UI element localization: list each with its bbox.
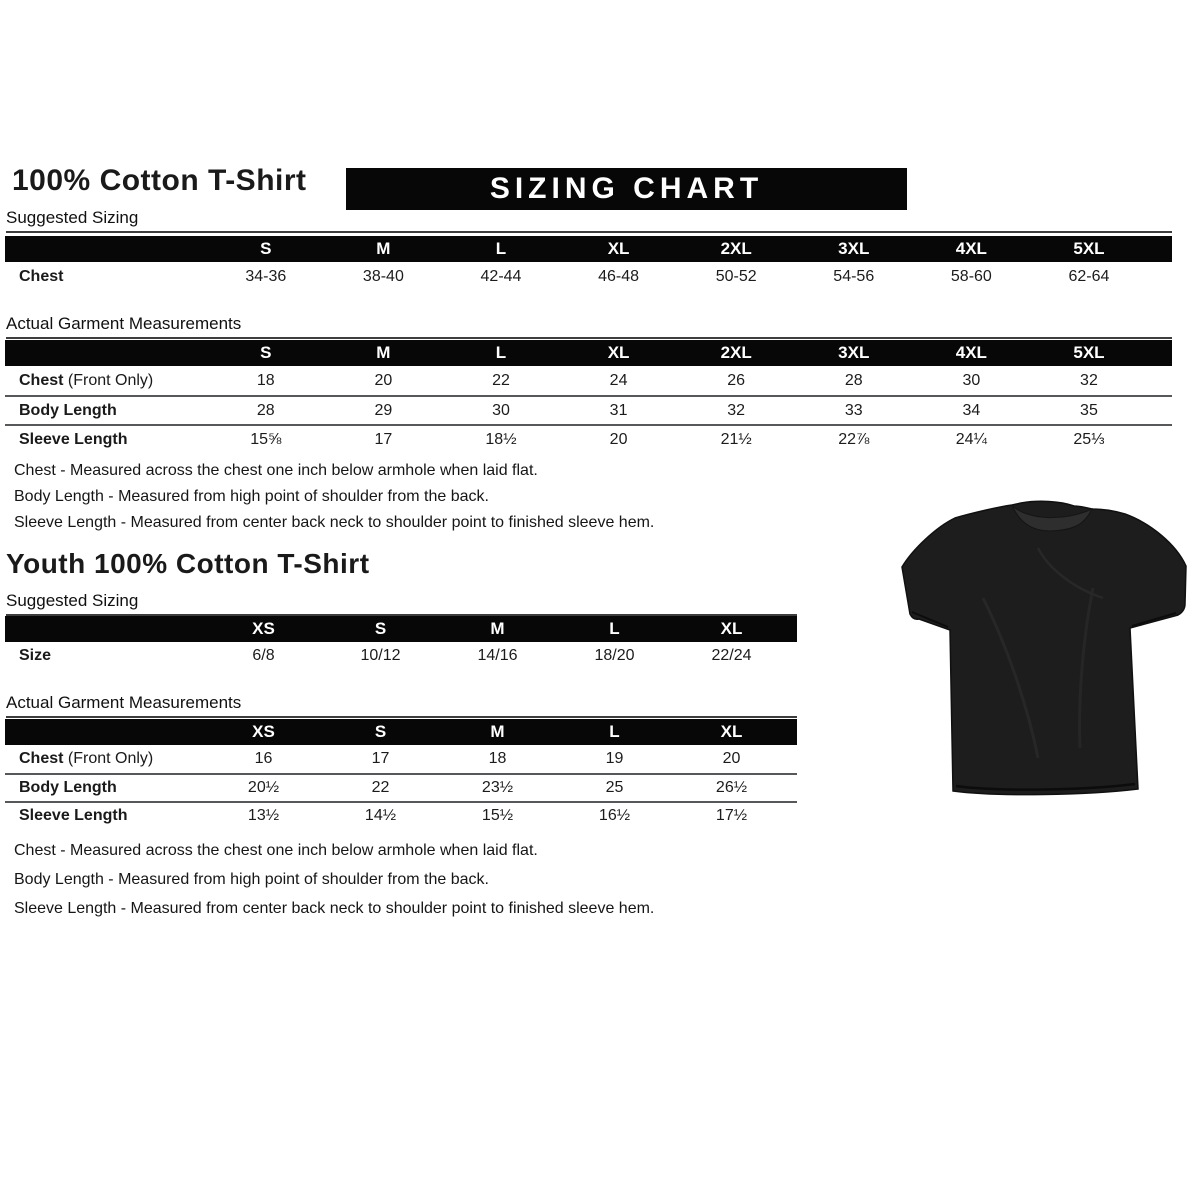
- table-cell: 24¼: [955, 430, 987, 448]
- row-label-text: Chest: [19, 268, 64, 285]
- adult-suggested-sizing-label: Suggested Sizing: [6, 208, 1172, 233]
- table-cell: 16: [254, 750, 273, 767]
- table-cell: 17½: [715, 807, 748, 824]
- size-col-header: 2XL: [720, 343, 752, 362]
- table-cell: 32: [727, 401, 746, 419]
- table-cell: 22: [371, 779, 390, 796]
- note-body-length: Body Length - Measured from high point of shoulder from the back.: [14, 488, 489, 505]
- table-cell: 31: [609, 401, 628, 419]
- table-cell: 10/12: [360, 647, 401, 664]
- size-col-header: S: [260, 343, 272, 362]
- row-label: [5, 750, 205, 768]
- sizing-chart-banner: [346, 168, 907, 210]
- row-label-text: Sleeve Length: [19, 807, 128, 824]
- table-cell: 13½: [247, 807, 280, 824]
- size-col-header: L: [495, 343, 507, 362]
- adult-suggested-header-row: [5, 236, 1172, 262]
- table-cell: 14/16: [477, 647, 518, 664]
- size-col-header: M: [490, 619, 505, 638]
- table-cell: 24: [609, 371, 628, 389]
- size-col-header: L: [609, 619, 620, 638]
- size-col-header: M: [490, 722, 505, 741]
- row-label-text: Chest: [19, 371, 64, 389]
- row-label-text: Body Length: [19, 779, 117, 796]
- table-cell: 18: [256, 371, 275, 389]
- table-cell: 22/24: [711, 647, 752, 664]
- table-cell: 23½: [481, 779, 514, 796]
- size-col-header: XL: [720, 722, 743, 741]
- table-cell: 15½: [481, 807, 514, 824]
- table-cell: 18: [488, 750, 507, 767]
- note-chest: Chest - Measured across the chest one inch below armhole when laid flat.: [14, 462, 538, 479]
- table-cell: 58-60: [950, 268, 992, 285]
- table-cell: 26: [727, 371, 746, 389]
- table-cell: 42-44: [480, 268, 522, 285]
- row-label: [5, 779, 205, 797]
- size-col-header: M: [376, 239, 391, 258]
- table-cell: 20: [722, 750, 741, 767]
- row-label: [5, 402, 207, 420]
- table-cell: 6/8: [252, 647, 275, 664]
- table-cell: 32: [1080, 371, 1098, 389]
- size-col-header: 5XL: [1073, 343, 1105, 362]
- size-col-header: XL: [607, 343, 630, 362]
- youth-suggested-sizing-table: [5, 616, 797, 670]
- row-label-text: Chest: [19, 750, 64, 767]
- table-cell: 33: [844, 401, 863, 419]
- note-sleeve-length: Sleeve Length - Measured from center back neck to shoulder point to finished sleeve hem.: [14, 900, 655, 917]
- table-cell: 30: [492, 401, 510, 419]
- row-label: [5, 268, 207, 286]
- table-cell: 34-36: [245, 268, 287, 285]
- size-col-header: XS: [252, 722, 275, 741]
- table-cell: 20½: [247, 779, 280, 796]
- row-label: [5, 431, 207, 449]
- size-col-header: 3XL: [838, 239, 870, 258]
- table-row: [5, 262, 1172, 292]
- size-col-header: M: [376, 343, 391, 362]
- size-col-header: S: [374, 722, 387, 741]
- table-row: [5, 424, 1172, 453]
- tshirt-body: [902, 501, 1186, 794]
- table-cell: 22: [492, 371, 510, 389]
- size-col-header: L: [609, 722, 620, 741]
- youth-section-title: Youth 100% Cotton T-Shirt: [6, 548, 370, 579]
- size-col-header: 4XL: [955, 343, 987, 362]
- size-col-header: S: [260, 239, 272, 258]
- youth-measurement-notes: [14, 842, 654, 929]
- table-cell: 38-40: [362, 268, 404, 285]
- black-tshirt-image: [888, 478, 1194, 810]
- tshirt-graphic: [888, 478, 1194, 810]
- row-label-text: Size: [19, 647, 52, 664]
- size-col-header: 2XL: [720, 239, 752, 258]
- note-sleeve-length: Sleeve Length - Measured from center back neck to shoulder point to finished sleeve hem.: [14, 514, 655, 531]
- table-cell: 29: [374, 401, 393, 419]
- table-cell: 20: [374, 371, 393, 389]
- note-chest: Chest - Measured across the chest one inch below armhole when laid flat.: [14, 842, 538, 859]
- table-cell: 62-64: [1068, 268, 1110, 285]
- table-cell: 16½: [598, 807, 631, 824]
- row-label: [5, 647, 205, 665]
- size-col-header: XL: [607, 239, 630, 258]
- table-cell: 30: [962, 371, 981, 389]
- table-cell: 25⅓: [1073, 430, 1105, 448]
- adult-measurement-notes: [14, 462, 654, 540]
- table-cell: 15⅝: [250, 430, 282, 448]
- table-cell: 18/20: [594, 647, 635, 664]
- row-label-suffix: (Front Only): [63, 750, 154, 767]
- table-cell: 18½: [485, 430, 517, 448]
- size-col-header: XL: [720, 619, 743, 638]
- adult-garment-header-row: [5, 340, 1172, 366]
- size-col-header: 5XL: [1073, 239, 1105, 258]
- table-cell: 35: [1080, 401, 1098, 419]
- size-col-header: 3XL: [838, 343, 870, 362]
- youth-garment-measurements-table: [5, 719, 797, 829]
- table-row: [5, 366, 1172, 395]
- youth-suggested-header-row: [5, 616, 797, 642]
- youth-garment-header-row: [5, 719, 797, 745]
- row-label-text: Sleeve Length: [19, 430, 128, 448]
- page-title: 100% Cotton T-Shirt: [12, 164, 307, 197]
- table-row: [5, 642, 797, 670]
- row-label: [5, 807, 205, 825]
- row-label: [5, 372, 207, 390]
- table-cell: 34: [962, 401, 981, 419]
- table-row: [5, 801, 797, 829]
- table-row: [5, 745, 797, 773]
- table-cell: 14½: [364, 807, 397, 824]
- row-label-suffix: (Front Only): [63, 371, 154, 389]
- adult-garment-measurements-table: [5, 340, 1172, 453]
- table-cell: 25: [605, 779, 624, 796]
- table-cell: 28: [844, 371, 863, 389]
- size-col-header: S: [374, 619, 387, 638]
- table-cell: 22⅞: [838, 430, 870, 448]
- table-row: [5, 773, 797, 801]
- table-cell: 17: [374, 430, 393, 448]
- table-cell: 54-56: [833, 268, 875, 285]
- adult-suggested-sizing-table: [5, 236, 1172, 292]
- table-cell: 26½: [715, 779, 748, 796]
- size-col-header: XS: [252, 619, 275, 638]
- size-col-header: L: [495, 239, 507, 258]
- adult-actual-measurements-label: Actual Garment Measurements: [6, 314, 1172, 339]
- sizing-chart-banner-label: SIZING CHART: [489, 172, 764, 205]
- youth-actual-measurements-label: Actual Garment Measurements: [6, 693, 797, 718]
- note-body-length: Body Length - Measured from high point of shoulder from the back.: [14, 871, 489, 888]
- table-cell: 19: [605, 750, 624, 767]
- row-label-text: Body Length: [19, 401, 117, 419]
- table-cell: 21½: [720, 430, 752, 448]
- size-col-header: 4XL: [955, 239, 987, 258]
- table-cell: 28: [256, 401, 275, 419]
- table-cell: 17: [371, 750, 390, 767]
- youth-suggested-sizing-label: Suggested Sizing: [6, 591, 797, 616]
- table-cell: 50-52: [715, 268, 757, 285]
- table-cell: 20: [609, 430, 628, 448]
- table-cell: 46-48: [598, 268, 640, 285]
- table-row: [5, 395, 1172, 424]
